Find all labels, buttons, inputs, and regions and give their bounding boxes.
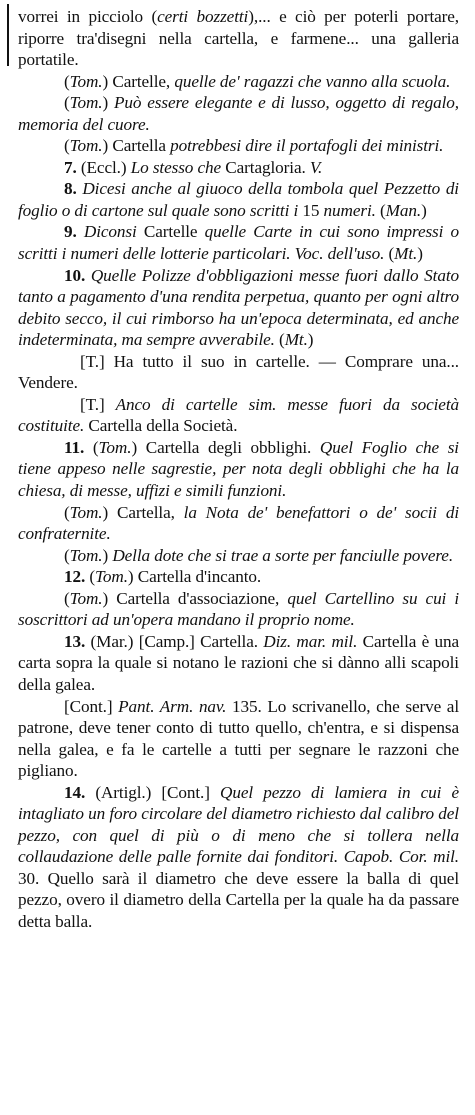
dictionary-paragraph [18,588,459,631]
text-run: (Mar.) [Camp.] Cartella. [85,631,264,651]
text-run: quelle de' ragazzi che vanno alla scuola. [174,71,451,91]
text-run: ( [375,200,386,220]
text-run: ),... e ciò per poterli portare, riporre tra'disegni nella cartella, e farmene... una galleria portatile. [18,7,460,70]
text-run: Diconsi [83,222,137,242]
text-run: ( [64,588,70,608]
dictionary-paragraph [18,178,459,221]
text-run: Cartella è una carta sopra la quale si notano le razioni che si dànno alli scapoli della galea. [18,631,459,694]
dictionary-paragraph [18,502,459,545]
text-run: [T.] Ha tutto il suo in cartelle. — Comprare una... Vendere. [18,351,459,393]
text-run: Man. [385,200,422,220]
margin-rule [7,4,9,66]
text-run [77,222,84,241]
dictionary-paragraph [18,6,459,71]
dictionary-paragraph [18,696,459,782]
text-run: Tom. [69,588,103,608]
text-run: numeri. [323,200,376,220]
text-run: Tom. [69,93,103,113]
text-run: ( [64,136,70,156]
text-run: V. [309,157,323,177]
text-run: 12. [64,567,86,587]
text-run: [Cont.] [64,696,119,716]
text-run: ( [64,545,70,565]
dictionary-paragraph [18,566,459,588]
text-run: ) Cartelle, [102,71,175,91]
dictionary-paragraph [18,71,459,93]
text-run: Dicesi anche al giuoco della tombola quel Pezzetto di foglio o di cartone sul quale sono scritti i [18,179,459,220]
text-run: Quelle Polizze d'obbligazioni messe fuori dallo Stato tanto a pagamento d'una rendita perpetua, quanto per ogni altro debito secco, il cui rimborso ha un'epoca determinata, ed anche indeterminata, ma sempre avverabile. [18,265,459,350]
text-run: Della dote che si trae a sorte per fanciulle povere. [112,545,454,565]
text-run: ) [421,200,427,220]
text-run: 15 [298,200,324,220]
text-run: 14. [64,782,86,802]
dictionary-paragraph [18,351,459,394]
text-run: ) Cartella d'associazione, [102,588,288,608]
text-run: (Artigl.) [Cont.] [85,782,221,802]
text-run: Tom. [69,136,103,156]
text-run: 11. [64,437,85,457]
text-run: quel Cartellino su cui i soscrittori ad un'opera mandano il proprio nome. [18,588,459,630]
text-run: ) Cartella [102,136,171,156]
text-run: ) Cartella degli obblighi. [131,437,320,457]
dictionary-paragraph [18,782,459,933]
text-run: 13. [64,631,86,651]
text-run: Diz. mar. mil. [263,631,358,651]
text-run: ) Cartella d'incanto. [127,567,262,587]
dictionary-paragraph [18,545,459,567]
text-run: ( [64,502,70,522]
text-run: Cartelle [136,222,205,242]
dictionary-paragraph [18,265,459,351]
text-run: 135. Lo scrivanello, che serve al patrone, deve tener conto di tutto quello, ch'entra, e si dispensa nella galea, e fa le cartelle a tutti per segnare le razzoni che pigliano. [18,696,460,781]
text-run: 8. [64,179,77,199]
text-run: Quel pezzo di lamiera in cui è intagliato un foro circolare del diametro richiesto dal calibro del pezzo, con quel di più o di meno che si tollera nella collaudazione delle palle fornite dai fonditori. Capob. Cor. mil. [18,782,459,867]
text-run: Tom. [98,437,132,457]
dictionary-paragraph [18,221,459,264]
dictionary-paragraph [18,135,459,157]
text-run: Mt. [394,244,418,264]
dictionary-paragraph [18,394,459,437]
dictionary-paragraph [18,157,459,179]
text-run: ( [64,71,70,91]
text-run: Può essere elegante e di lusso, oggetto di regalo, memoria del cuore. [18,93,459,134]
text-run: 10. [64,265,86,285]
text-run: potrebbesi dire il portafogli dei ministri. [170,136,444,156]
text-run: Cartella della Società. [84,416,238,436]
text-run: ) [102,93,114,113]
text-column [18,6,459,933]
text-run: certi bozzetti [157,7,249,26]
text-run: ( [84,437,99,457]
text-run: Tom. [69,545,103,565]
text-run: la Nota de' benefattori o de' socii di confraternite. [18,502,459,544]
text-run: Anco di cartelle sim. messe fuori da società costituite. [18,394,460,436]
text-run: 30. Quello sarà il diametro che deve essere la balla di quel pezzo, overo il diametro della Cartella per la quale ha da passare detta balla. [18,868,459,931]
text-run: ( [384,244,395,264]
dictionary-paragraph [18,631,459,696]
dictionary-paragraph [18,92,459,135]
text-run: ) Cartella, [102,502,184,522]
text-run: ( [64,93,70,113]
text-run: 9. [64,222,77,242]
text-run: Mt. [284,330,308,350]
text-run: Pant. Arm. nav. [118,696,227,716]
text-run: Tom. [69,502,103,522]
dictionary-paragraph [18,437,459,502]
text-run: Tom. [95,567,128,587]
text-run: 7. [64,157,77,177]
text-run: Tom. [69,71,103,91]
text-run: (Eccl.) [76,157,131,177]
text-run: ) [417,244,423,264]
text-run: quelle Carte in cui sono impressi o scritti i numeri delle lotterie particolari. Voc. dell'uso. [18,222,459,264]
text-run: ( [85,567,96,587]
text-run: [T.] [80,394,116,414]
text-run: ) [307,330,314,350]
text-run: Quel Foglio che si tiene appeso nelle sagrestie, per nota degli obblighi che ha la chiesa, di messe, uffizi e simili funzioni. [18,437,459,501]
text-run: Lo stesso che [130,157,222,177]
text-run: Cartagloria. [221,157,310,177]
text-run: vorrei in picciolo ( [18,7,158,26]
text-run: ) [102,545,113,565]
text-run: ( [274,330,285,350]
